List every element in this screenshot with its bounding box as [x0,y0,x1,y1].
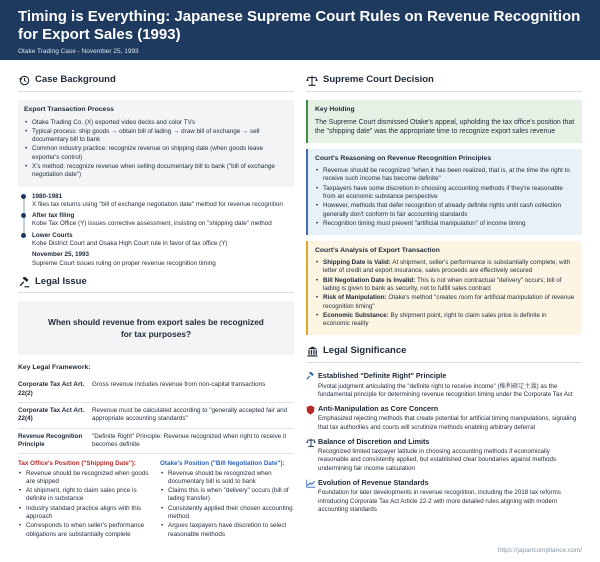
framework-value: "Definite Right" Principle: Revenue recognized when right to receive it becomes definite [92,428,294,454]
timeline-text: Supreme Court issues ruling on proper revenue recognition timing [32,259,216,267]
otake-list [160,470,294,539]
export-process-title: Export Transaction Process [24,105,114,113]
significance-item-text: Emphasized rejecting methods that create potential for artificial timing manipulations, signaling that tax authorities and courts will scrutinize methods enabling arbitrary deferral [318,415,577,431]
decision-title: Supreme Court Decision [323,74,434,85]
timeline-item [32,212,294,229]
analysis-label: Risk of Manipulation: [323,294,387,302]
framework-key: Corporate Tax Act Art. 22(4) [18,403,92,429]
court-reasoning-card [306,149,582,235]
significance-title: Legal Significance [323,345,407,357]
case-timeline [18,193,294,268]
legal-question: When should revenue from export sales be recognized for tax purposes? [18,301,294,355]
list-item: • However, methods that defer recognition of already definite rights until cash collection generally don't conform to fair accounting standards [315,202,575,219]
table-row [18,403,294,429]
list-item: • Common industry practice: recognize revenue on shipping date (when goods leave exporter's control) [24,145,288,162]
page-header [0,0,600,60]
significance-item-text: Foundation for later developments in revenue recognition, including the 2018 tax reforms introducing Corporate Tax Act Article 22-2 with more detailed rules aligning with modern accounting standards [318,489,561,513]
table-row [18,377,294,402]
court-analysis-card [306,241,582,335]
significance-heading [306,345,582,363]
key-legal-framework-title: Key Legal Framework: [18,364,91,372]
case-background-heading [18,74,294,92]
significance-item [306,478,582,514]
court-reasoning-title: Court's Reasoning on Revenue Recognition Principles [315,155,492,163]
gavel-icon [18,276,30,288]
list-item: • Otake Trading Co. (X) exported video decks and color TVs [24,119,288,127]
timeline-text: X files tax returns using "bill of exchange negotiation date" method for revenue recognition [32,200,283,208]
list-item: • Revenue should be recognized "when it has been realized, that is, at the time the right to receive such income has become definite" [315,167,575,184]
list-item: • Argues taxpayers have discretion to select reasonable methods [160,522,294,539]
court-analysis-title: Court's Analysis of Export Transaction [315,247,440,255]
source-url[interactable]: https://japancompliance.com/ [497,547,582,555]
significance-item [306,437,582,473]
timeline-date: 1980-1981 [32,192,63,200]
timeline-text: Kobe District Court and Osaka High Court rule in favor of tax office (Y) [32,240,228,248]
list-item: • Typical process: ship goods → obtain bill of lading → draw bill of exchange → sell documentary bill to bank [24,128,288,145]
institution-icon [306,346,318,358]
gavel-icon [306,371,318,399]
significance-item-title: Balance of Discretion and Limits [318,436,430,446]
significance-item-text: Recognized limited taxpayer latitude in choosing accounting methods if economically reasonable and consistently applied, but established clear boundaries against methods undermining fair income calculation [318,448,557,472]
analysis-label: Economic Substance: [323,311,389,319]
analysis-label: Shipping Date is Valid: [323,259,391,267]
timeline-dot [21,213,26,218]
list-item: • Corresponds to when seller's performance obligations are substantially complete [18,522,152,539]
tax-office-position [18,460,152,540]
legal-issue-heading [18,276,294,294]
significance-item-text: Pivotal judgment articulating the "definite right to receive income" (権利確定主義) as the fundamental principle for determining revenue recognition timing under the Corporate Tax Act [318,382,573,398]
list-item [315,294,575,311]
list-item: • Consistently applied their chosen accounting method [160,505,294,522]
trend-icon [306,478,318,514]
timeline-date: November 25, 1993 [32,251,90,259]
list-item: • Revenue should be recognized when documentary bill is sold to bank [160,470,294,487]
timeline-date: After tax filing [32,212,75,220]
significance-item [306,404,582,432]
analysis-text: By shipment point, right to claim sales price is definite in economic reality [323,311,547,328]
export-process-list [24,119,288,180]
case-background-title: Case Background [35,74,116,85]
list-item: • X's method: recognize revenue when selling documentary bill to bank ("bill of exchange negotiation date") [24,163,288,180]
key-holding-title: Key Holding [315,105,355,113]
timeline-item [32,232,294,249]
legal-framework-table [18,377,294,454]
legal-issue-title: Legal Issue [35,275,87,287]
list-item [315,259,575,276]
otake-position [160,460,294,540]
list-item: • Taxpayers have some discretion in choosing accounting methods if they're reasonable from an economic substance perspective [315,185,575,202]
significance-item [306,371,582,399]
list-item [315,312,575,329]
significance-item-title: Established "Definite Right" Principle [318,371,447,381]
framework-key: Corporate Tax Act Art. 22(2) [18,377,92,402]
list-item: • Recognition timing must prevent "artificial manipulation" of income timing [315,220,575,228]
framework-key: Revenue Recognition Principle [18,428,92,454]
tax-office-position-title: Tax Office's Position ("Shipping Date"): [18,460,136,468]
timeline-date: Lower Courts [32,231,73,239]
court-reasoning-list [315,167,575,228]
tax-office-list [18,470,152,539]
page-title: Timing is Everything: Japanese Supreme Court Rules on Revenue Recognition for Export Sales (1993) [18,8,581,43]
right-column [306,74,582,519]
significance-item-title: Anti-Manipulation as Core Concern [318,403,439,413]
framework-value: Revenue must be calculated according to "generally accepted fair and appropriate accounting standards" [92,403,294,429]
timeline-text: Kobe Tax Office (Y) issues corrective assessment, insisting on "shipping date" method [32,220,272,228]
analysis-text: This is not when contractual "delivery" occurs; bill of lading is given to bank as security, not to fulfill sales contract [323,276,562,292]
list-item: • Claims this is when "delivery" occurs (bill of lading transfer) [160,487,294,504]
export-process-card [18,100,294,187]
timeline-dot [21,194,26,199]
timeline-dot [21,233,26,238]
list-item: • Industry standard practice aligns with this approach [18,505,152,522]
decision-heading [306,74,582,92]
list-item: • At shipment, right to claim sales price is definite in substance [18,487,152,504]
list-item [315,277,575,294]
framework-value: Gross revenue includes revenue from non-capital transactions [92,377,294,402]
analysis-text: Otake's method "creates room for artificial manipulation of revenue recognition timing" [323,294,575,310]
timeline-item [32,251,294,268]
key-holding-card [306,100,582,144]
left-column [18,74,294,540]
balance-icon [306,437,318,473]
analysis-label: Bill Negotiation Date is Invalid: [323,276,416,284]
significance-item-title: Evolution of Revenue Standards [318,477,429,487]
positions-section [18,460,294,540]
table-row [18,428,294,454]
page-subtitle: Otake Trading Case - November 25, 1993 [18,48,139,55]
history-icon [18,74,30,86]
key-holding-text: The Supreme Court dismissed Otake's appeal, upholding the tax office's position that the "shipping date" was the appropriate time to recognize export sales revenue [315,118,575,136]
list-item: • Revenue should be recognized when goods are shipped [18,470,152,487]
scales-icon [306,74,318,86]
shield-icon [306,404,318,432]
otake-position-title: Otake's Position ("Bill Negotiation Date"): [160,460,285,468]
analysis-text: At shipment, seller's performance is substantially complete; with letter of credit and export insurance, sales proceeds are effectively secured [323,259,571,275]
timeline-item [32,193,294,210]
court-analysis-list [315,259,575,328]
